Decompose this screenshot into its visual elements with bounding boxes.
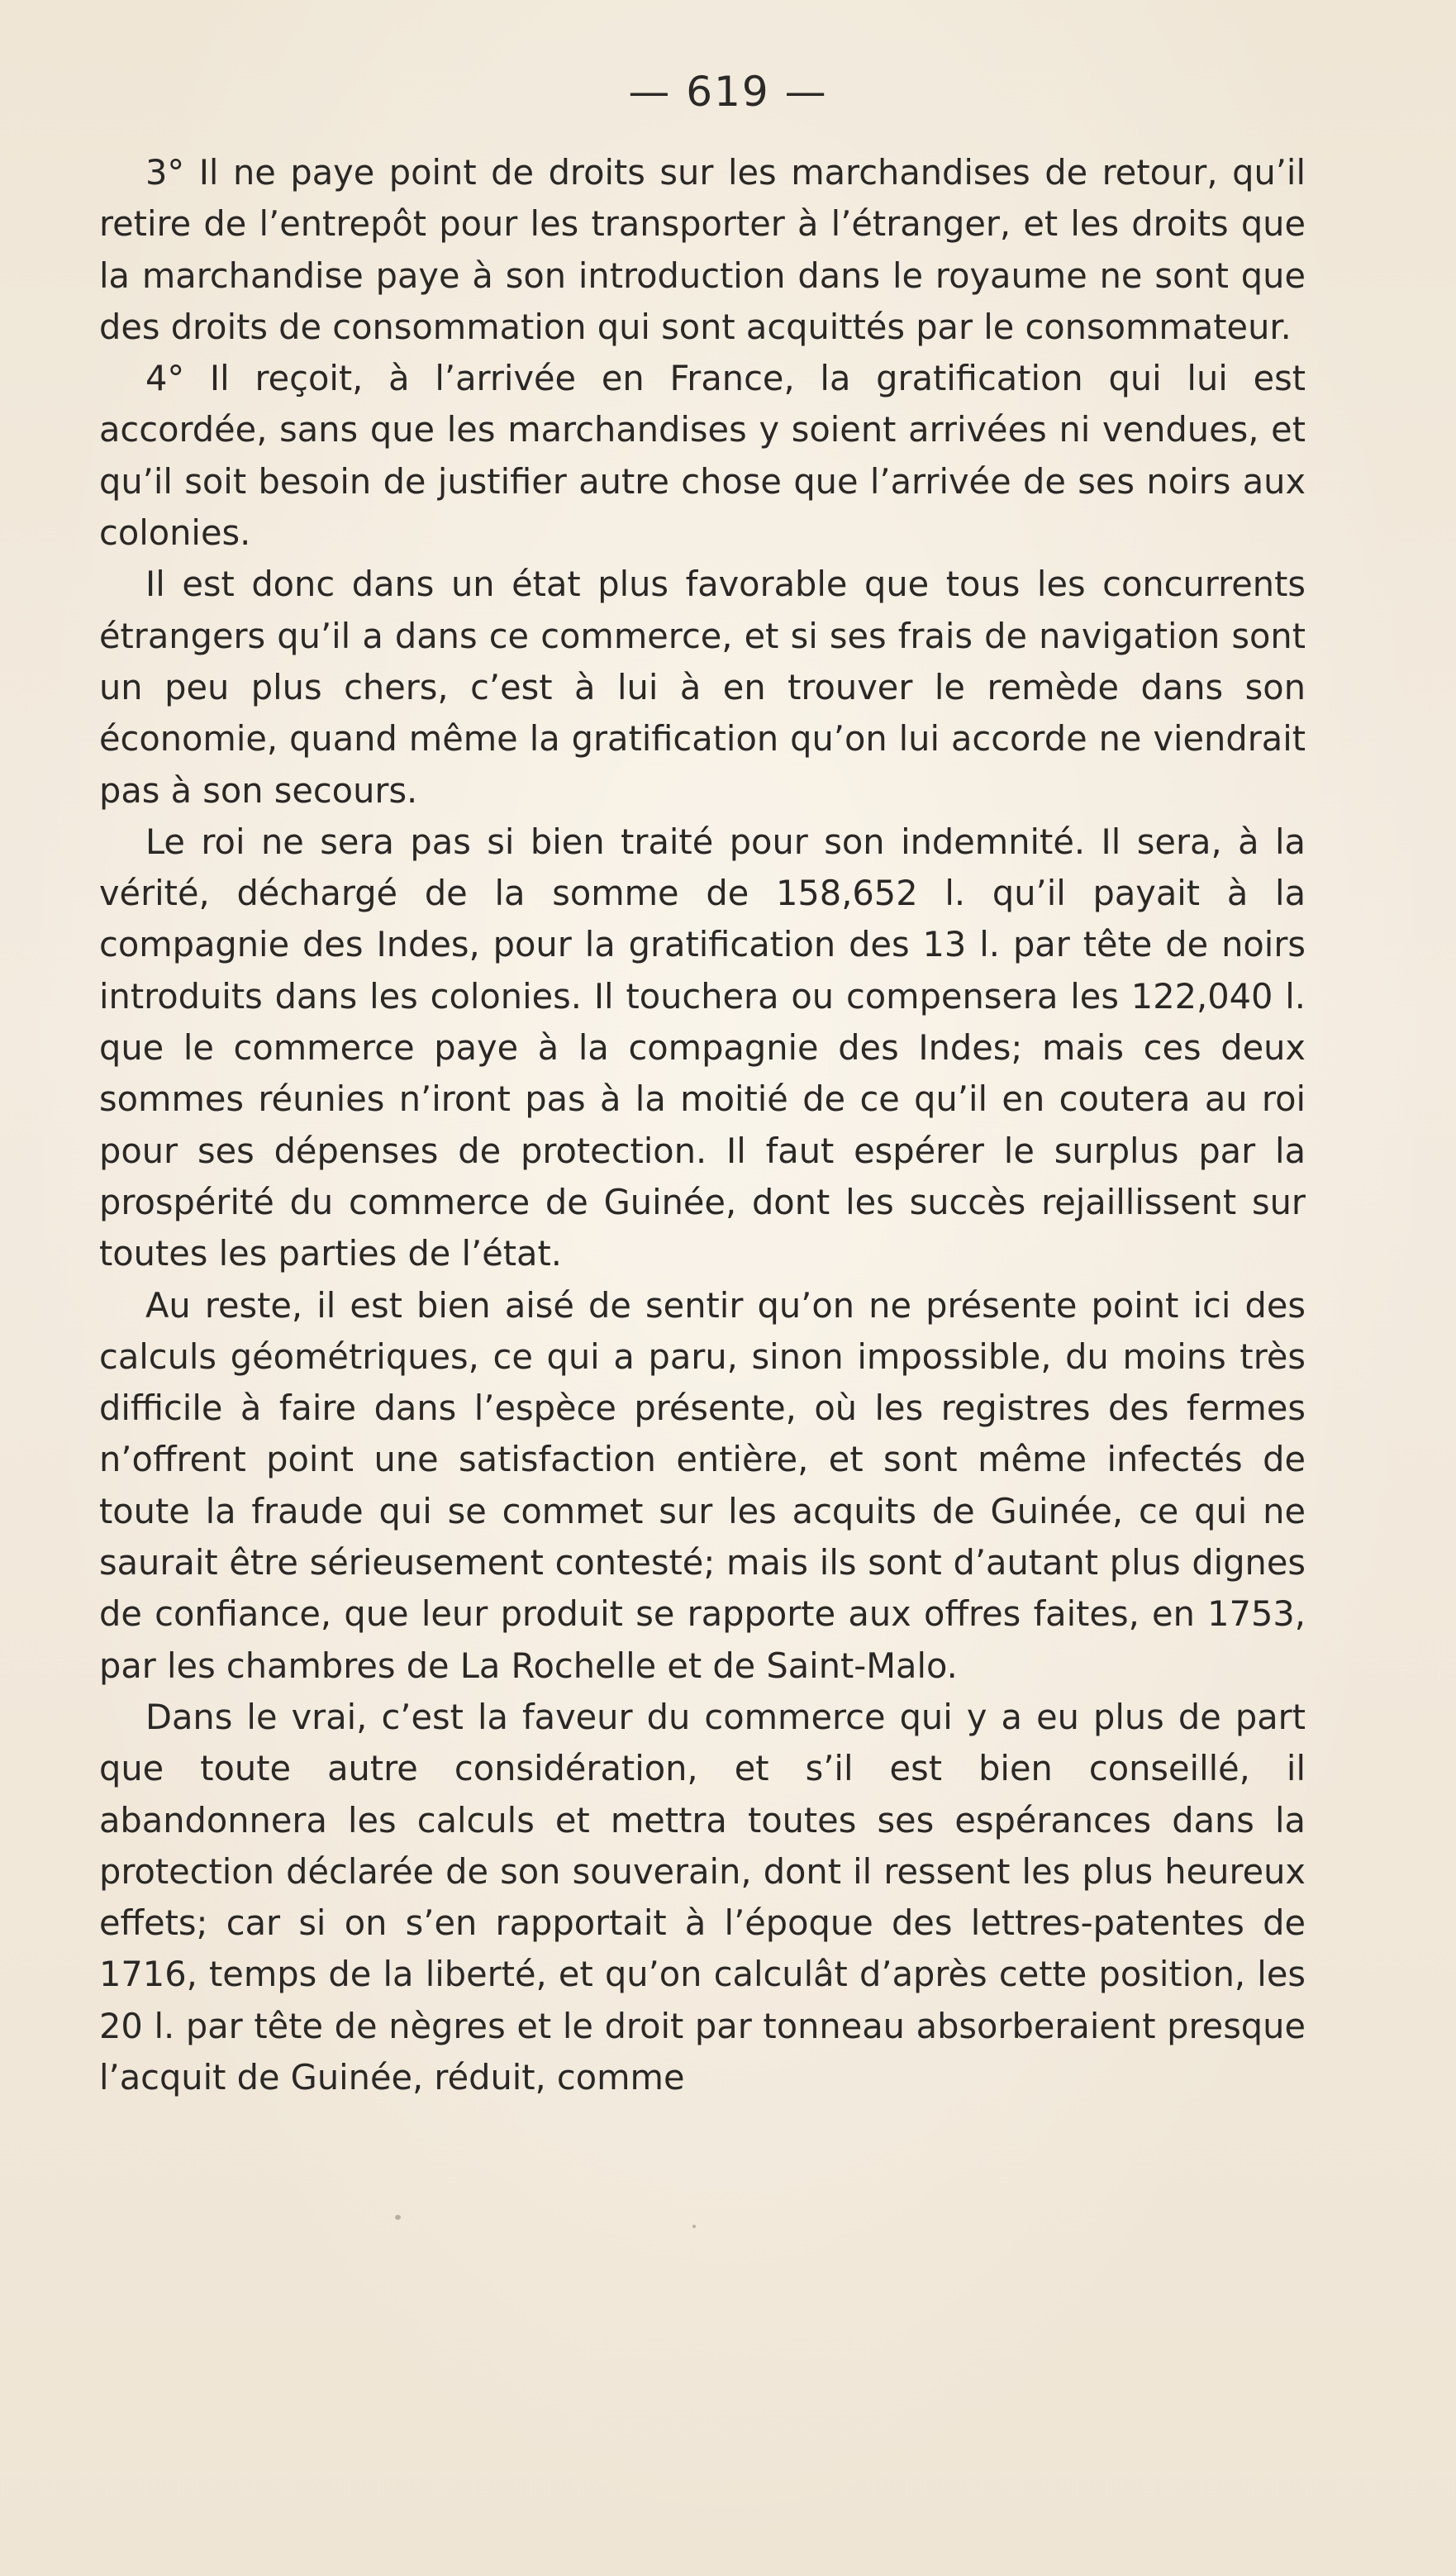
paragraph: Dans le vrai, c’est la faveur du commerce qui y a eu plus de part que toute autre considération, et s’il est bien conseillé, il abandonnera les calculs et mettra toutes ses espérances dans la protection déclarée de son souverain, dont il ressent les plus heureux effets; car si on s’en rapportait à l’époque des lettres-patentes de 1716, temps de la liberté, et qu’on calculât d’après cette position, les 20 l. par tête de nègres et le droit par tonneau absorberaient presque l’acquit de Guinée, réduit, comme [99,1696,1306,2097]
paragraph: Il est donc dans un état plus favorable que tous les concurrents étrangers qu’il a dans ce commerce, et si ses frais de navigation sont un peu plus chers, c’est à lui à en trouver le remède dans son économie, quand même la gratification qu’on lui accorde ne viendrait pas à son secours. [99,564,1306,811]
paragraph: 3° Il ne paye point de droits sur les marchandises de retour, qu’il retire de l’entrepôt pour les transporter à l’étranger, et les droits que la marchandise paye à son introduction dans le royaume ne sont que des droits de consommation qui sont acquittés par le consommateur. [99,152,1306,347]
paragraph: 4° Il reçoit, à l’arrivée en France, la gratification qui lui est accordée, sans que les marchandises y soient arrivées ni vendues, et qu’il soit besoin de justifier autre chose que l’arrivée de ses noirs aux colonies. [99,358,1306,554]
paragraph: Au reste, il est bien aisé de sentir qu’on ne présente point ici des calculs géométriques, ce qui a paru, sinon impossible, du moins très difficile à faire dans l’espèce présente, où les registres des fermes n’offrent point une satisfaction entière, et sont même infectés de toute la fraude qui se commet sur les acquits de Guinée, ce qui ne saurait être sérieusement contesté; mais ils sont d’autant plus dignes de confiance, que leur produit se rapporte aux offres faites, en 1753, par les chambres de La Rochelle et de Saint-Malo. [99,1284,1306,1686]
body-text [99,147,1306,2103]
paper-speck [692,2225,696,2228]
page-number: — 619 — [628,68,828,116]
paragraph: Le roi ne sera pas si bien traité pour son indemnité. Il sera, à la vérité, déchargé de la somme de 158,652 l. qu’il payait à la compagnie des Indes, pour la gratification des 13 l. par tête de noirs introduits dans les colonies. Il touchera ou compensera les 122,040 l. que le commerce paye à la compagnie des Indes; mais ces deux sommes réunies n’iront pas à la moitié de ce qu’il en coutera au roi pour ses dépenses de protection. Il faut espérer le surplus par la prospérité du commerce de Guinée, dont les succès rejaillissent sur toutes les parties de l’état. [99,821,1306,1274]
paper-speck [395,2215,401,2220]
